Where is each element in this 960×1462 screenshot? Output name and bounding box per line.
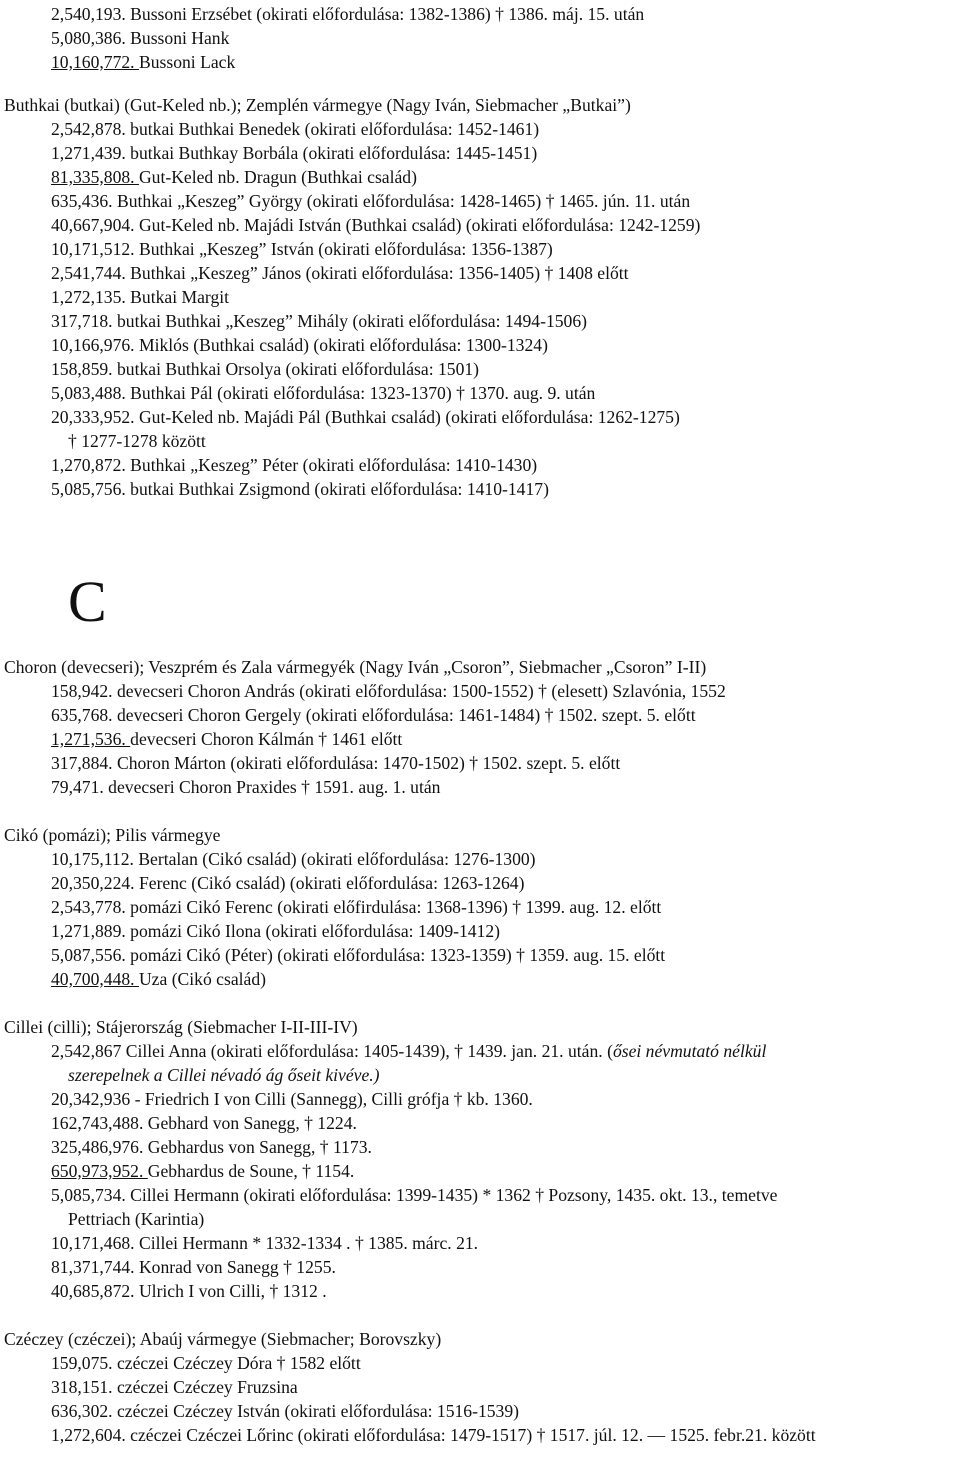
entry-text: Uza (Cikó család)	[138, 969, 266, 989]
entry-text: 5,083,488. Buthkai Pál (okirati előfordulása: 1323-1370) † 1370. aug. 9. után	[51, 383, 596, 403]
genealogy-entry	[51, 895, 661, 919]
genealogy-entry	[51, 727, 402, 751]
genealogy-entry	[51, 405, 680, 429]
entry-text: 1,271,439. butkai Buthkay Borbála (okirati előfordulása: 1445-1451)	[51, 143, 538, 163]
entry-text: Bussoni Lack	[138, 52, 236, 72]
genealogy-entry	[51, 847, 536, 871]
genealogy-entry	[51, 871, 524, 895]
entry-text: Buthkai (butkai) (Gut-Keled nb.); Zemplén vármegye (Nagy Iván, Siebmacher „Butkai”)	[4, 95, 631, 115]
genealogy-entry	[51, 703, 696, 727]
entry-text: 40,667,904. Gut-Keled nb. Majádi István (Buthkai család) (okirati előfordulása: 1242-1259)	[51, 215, 701, 235]
entry-text: devecseri Choron Kálmán † 1461 előtt	[130, 729, 403, 749]
entry-text: 158,942. devecseri Choron András (okirati előfordulása: 1500-1552) † (elesett) Szlavónia, 1552	[51, 681, 726, 701]
entry-text: † 1277-1278 között	[68, 431, 206, 451]
genealogy-entry	[51, 1399, 519, 1423]
genealogy-entry	[51, 1279, 327, 1303]
genealogy-entry	[51, 261, 629, 285]
entry-text: 635,436. Buthkai „Keszeg” György (okirati előfordulása: 1428-1465) † 1465. jún. 11. után	[51, 191, 691, 211]
genealogy-entry	[51, 357, 479, 381]
genealogy-entry	[51, 919, 500, 943]
genealogy-entry	[51, 1375, 298, 1399]
entry-text: 158,859. butkai Buthkai Orsolya (okirati előfordulása: 1501)	[51, 359, 480, 379]
entry-text: 2,543,778. pomázi Cikó Ferenc (okirati előfirdulása: 1368-1396) † 1399. aug. 12. előtt	[51, 897, 662, 917]
entry-text: 1,271,536.	[51, 729, 131, 749]
genealogy-entry	[51, 213, 700, 237]
genealogy-entry	[51, 381, 595, 405]
entry-text: Cikó (pomázi); Pilis vármegye	[4, 825, 221, 845]
entry-text: 81,335,808.	[51, 167, 139, 187]
entry-text: 650,973,952.	[51, 1161, 148, 1181]
genealogy-entry	[51, 26, 229, 50]
genealogy-entry	[51, 2, 644, 26]
entry-text: 5,087,556. pomázi Cikó (Péter) (okirati előfordulása: 1323-1359) † 1359. aug. 15. előtt	[51, 945, 666, 965]
entry-text: 2,542,867 Cillei Anna (okirati előfordulása: 1405-1439), † 1439. jan. 21. után. (	[51, 1041, 613, 1061]
genealogy-entry	[51, 237, 553, 261]
entry-text: 2,542,878. butkai Buthkai Benedek (okirati előfordulása: 1452-1461)	[51, 119, 540, 139]
genealogy-entry	[51, 943, 665, 967]
genealogy-entry	[51, 165, 417, 189]
entry-text: Czéczey (czéczei); Abaúj vármegye (Siebmacher; Borovszky)	[4, 1329, 442, 1349]
entry-text: 10,171,512. Buthkai „Keszeg” István (okirati előfordulása: 1356-1387)	[51, 239, 553, 259]
entry-text: 317,718. butkai Buthkai „Keszeg” Mihály (okirati előfordulása: 1494-1506)	[51, 311, 587, 331]
genealogy-entry	[51, 679, 726, 703]
entry-text: szerepelnek a Cillei névadó ág őseit kivéve.)	[68, 1065, 380, 1085]
entry-text: 1,272,135. Butkai Margit	[51, 287, 230, 307]
entry-text: 317,884. Choron Márton (okirati előfordulása: 1470-1502) † 1502. szept. 5. előtt	[51, 753, 621, 773]
genealogy-entry	[51, 1255, 336, 1279]
entry-text: ősei névmutató nélkül	[612, 1041, 767, 1061]
genealogy-entry	[51, 453, 537, 477]
entry-text: 159,075. czéczei Czéczey Dóra † 1582 előtt	[51, 1353, 361, 1373]
genealogy-entry	[51, 285, 229, 309]
entry-text: 1,272,604. czéczei Czéczei Lőrinc (okirati előfordulása: 1479-1517) † 1517. júl. 12. — 1525. febr.21. között	[51, 1425, 816, 1445]
genealogy-entry	[51, 309, 587, 333]
section-letter: C	[68, 569, 107, 634]
genealogy-entry	[51, 775, 440, 799]
genealogy-entry	[51, 117, 539, 141]
genealogy-entry	[51, 1111, 357, 1135]
genealogy-entry	[51, 1159, 354, 1183]
family-heading	[4, 1327, 441, 1351]
entry-continuation	[68, 1063, 380, 1087]
entry-text: 5,085,756. butkai Buthkai Zsigmond (okirati előfordulása: 1410-1417)	[51, 479, 549, 499]
entry-text: 10,160,772.	[51, 52, 139, 72]
family-heading	[4, 655, 706, 679]
genealogy-entry	[51, 50, 235, 74]
entry-text: 20,333,952. Gut-Keled nb. Majádi Pál (Buthkai család) (okirati előfordulása: 1262-1275)	[51, 407, 680, 427]
entry-continuation	[68, 429, 206, 453]
genealogy-entry	[51, 967, 266, 991]
entry-text: 5,085,734. Cillei Hermann (okirati előfordulása: 1399-1435) * 1362 † Pozsony, 1435. okt. 13., temetve	[51, 1185, 778, 1205]
entry-text: 2,540,193. Bussoni Erzsébet (okirati előfordulása: 1382-1386) † 1386. máj. 15. után	[51, 4, 645, 24]
entry-text: 20,342,936 - Friedrich I von Cilli (Sannegg), Cilli grófja † kb. 1360.	[51, 1089, 533, 1109]
family-heading	[4, 1015, 358, 1039]
genealogy-entry	[51, 189, 690, 213]
entry-text: 635,768. devecseri Choron Gergely (okirati előfordulása: 1461-1484) † 1502. szept. 5. előtt	[51, 705, 696, 725]
genealogy-entry	[51, 1423, 816, 1447]
genealogy-entry	[51, 1135, 372, 1159]
genealogy-entry	[51, 751, 620, 775]
family-heading	[4, 93, 631, 117]
genealogy-entry	[51, 141, 537, 165]
entry-text: 325,486,976. Gebhardus von Sanegg, † 1173.	[51, 1137, 372, 1157]
entry-text: 636,302. czéczei Czéczey István (okirati előfordulása: 1516-1539)	[51, 1401, 520, 1421]
genealogy-entry	[51, 1231, 478, 1255]
entry-text: 79,471. devecseri Choron Praxides † 1591. aug. 1. után	[51, 777, 441, 797]
entry-text: 162,743,488. Gebhard von Sanegg, † 1224.	[51, 1113, 357, 1133]
entry-text: 10,175,112. Bertalan (Cikó család) (okirati előfordulása: 1276-1300)	[51, 849, 536, 869]
entry-text: Choron (devecseri); Veszprém és Zala vármegyék (Nagy Iván „Csoron”, Siebmacher „Csoron” I-II)	[4, 657, 707, 677]
genealogy-entry	[51, 333, 548, 357]
entry-text: 10,171,468. Cillei Hermann * 1332-1334 . † 1385. márc. 21.	[51, 1233, 479, 1253]
entry-text: 20,350,224. Ferenc (Cikó család) (okirati előfordulása: 1263-1264)	[51, 873, 525, 893]
entry-text: Gebhardus de Soune, † 1154.	[147, 1161, 355, 1181]
entry-text: Cillei (cilli); Stájerország (Siebmacher I-II-III-IV)	[4, 1017, 358, 1037]
entry-text: 5,080,386. Bussoni Hank	[51, 28, 230, 48]
entry-text: Gut-Keled nb. Dragun (Buthkai család)	[138, 167, 417, 187]
entry-text: 318,151. czéczei Czéczey Fruzsina	[51, 1377, 298, 1397]
entry-text: 1,271,889. pomázi Cikó Ilona (okirati előfordulása: 1409-1412)	[51, 921, 501, 941]
entry-text: Pettriach (Karintia)	[68, 1209, 205, 1229]
genealogy-entry	[51, 477, 549, 501]
entry-text: 40,685,872. Ulrich I von Cilli, † 1312 .	[51, 1281, 327, 1301]
entry-text: 40,700,448.	[51, 969, 139, 989]
family-heading	[4, 823, 220, 847]
genealogy-entry	[51, 1351, 361, 1375]
entry-text: 2,541,744. Buthkai „Keszeg” János (okirati előfordulása: 1356-1405) † 1408 előtt	[51, 263, 629, 283]
entry-text: 1,270,872. Buthkai „Keszeg” Péter (okirati előfordulása: 1410-1430)	[51, 455, 538, 475]
entry-text: 81,371,744. Konrad von Sanegg † 1255.	[51, 1257, 336, 1277]
genealogy-entry	[51, 1039, 766, 1063]
genealogy-entry	[51, 1087, 533, 1111]
entry-text: 10,166,976. Miklós (Buthkai család) (okirati előfordulása: 1300-1324)	[51, 335, 548, 355]
entry-continuation	[68, 1207, 204, 1231]
genealogy-entry	[51, 1183, 777, 1207]
